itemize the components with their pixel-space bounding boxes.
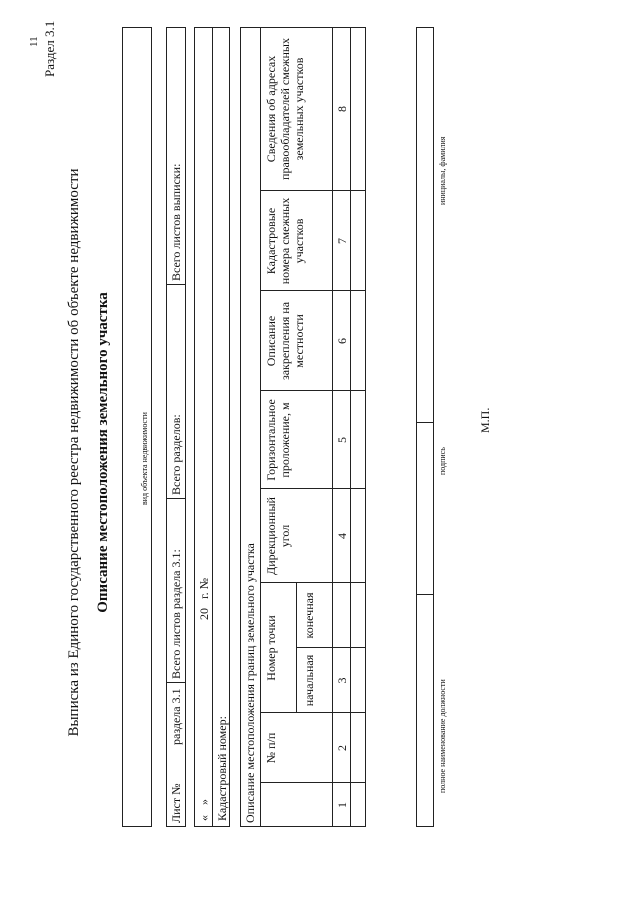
object-type-caption: вид объекта недвижимости — [140, 412, 149, 505]
col-number-1: 1 — [335, 802, 349, 808]
cadastral-number-label: Кадастровый номер: — [215, 716, 229, 821]
name-caption: инициалы, фамилия — [438, 136, 447, 205]
date-year-prefix: 20 — [197, 608, 211, 620]
sheet-number-label: Лист № — [169, 783, 183, 823]
date-close-quote: » — [197, 799, 211, 805]
col-number-2: 2 — [335, 745, 349, 751]
header-direction: Дирекционный угол — [264, 497, 292, 575]
col-number-6: 6 — [335, 338, 349, 344]
col-number-7: 7 — [335, 238, 349, 244]
header-num: № п/п — [264, 732, 278, 764]
stamp-label: М.П. — [478, 407, 492, 433]
header-cadastral-adjacent: Кадастровые номера смежных участков — [264, 197, 306, 285]
date-year-suffix: г. № — [197, 577, 211, 599]
header-point-end: конечная — [302, 592, 316, 639]
page-number: 11 — [28, 36, 40, 47]
document-title: Выписка из Единого государственного реестра недвижимости об объекте недвижимости — [66, 168, 82, 737]
header-owners: Сведения об адресах правообладателей смежных земельных участков — [264, 38, 306, 180]
section-title: Описание местоположения земельного участка — [95, 292, 111, 613]
section-sheet-label: раздела 3.1 — [169, 688, 183, 745]
col-number-3: 3 — [335, 677, 349, 684]
header-point: Номер точки — [264, 615, 278, 681]
total-section-sheets-label: Всего листов раздела 3.1: — [169, 549, 183, 679]
header-horizontal: Горизонтальное проложение, м — [264, 399, 292, 481]
table-caption: Описание местоположения границ земельного участка — [243, 543, 257, 823]
signature-box — [416, 27, 434, 827]
signature-caption: подпись — [438, 447, 447, 475]
col-number-4: 4 — [335, 533, 349, 539]
total-sections-label: Всего разделов: — [169, 414, 183, 495]
col-number-8: 8 — [335, 106, 349, 112]
section-label: Раздел 3.1 — [42, 20, 57, 77]
position-caption: полное наименование должности — [438, 679, 447, 793]
header-point-start: начальная — [302, 654, 316, 707]
date-open-quote: « — [197, 815, 211, 821]
header-fixing: Описание закрепления на местности — [264, 301, 306, 381]
col-number-5: 5 — [335, 437, 349, 443]
total-extract-sheets-label: Всего листов выписки: — [169, 163, 183, 281]
